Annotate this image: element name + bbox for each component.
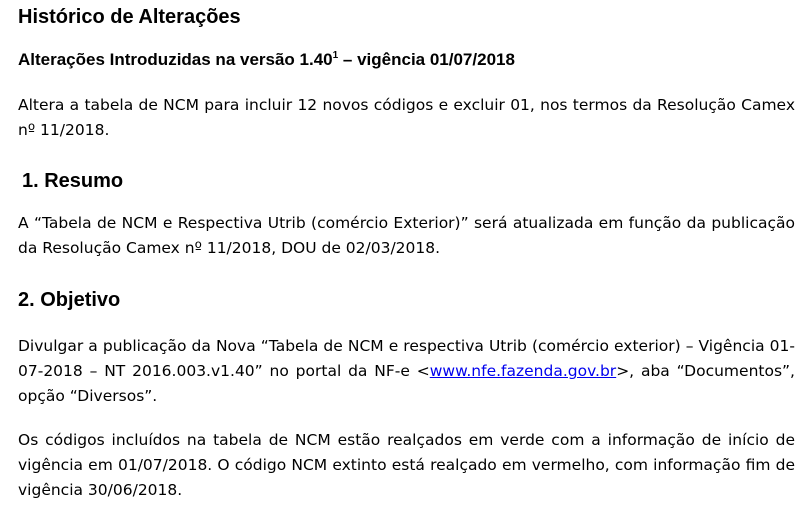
objetivo-text-after-link: >, aba “Documentos”, opção “Diversos”.: [18, 362, 795, 405]
nfe-portal-link[interactable]: www.nfe.fazenda.gov.br: [429, 362, 617, 380]
objetivo-text-before-link: Divulgar a publicação da Nova “Tabela de NCM e respectiva Utrib (comércio exterior) – Vigência 01-07-2018 – NT 2016.003.v1.40” no portal da NF-e <: [18, 337, 795, 380]
section-resumo-paragraph: A “Tabela de NCM e Respectiva Utrib (comércio Exterior)” será atualizada em função da publicação da Resolução Camex nº 11/2018, DOU de 02/03/2018.: [18, 214, 795, 257]
version-heading: [18, 49, 515, 71]
footnote-marker[interactable]: 1: [332, 50, 339, 61]
page-title: Histórico de Alterações: [18, 6, 241, 28]
intro-paragraph: Altera a tabela de NCM para incluir 12 novos códigos e excluir 01, nos termos da Resolução Camex nº 11/2018.: [18, 96, 795, 139]
section-objetivo-title: 2. Objetivo: [18, 289, 121, 311]
section-objetivo-paragraph-1: [18, 334, 795, 409]
section-objetivo-paragraph-2: Os códigos incluídos na tabela de NCM estão realçados em verde com a informação de início de vigência em 01/07/2018. O código NCM extinto está realçado em vermelho, com informação fim de vigência 30/06/2018.: [18, 431, 795, 499]
version-heading-validity: – vigência 01/07/2018: [338, 50, 515, 69]
section-resumo-title: 1. Resumo: [22, 170, 124, 192]
version-heading-text: Alterações Introduzidas na versão 1.40: [18, 50, 333, 69]
